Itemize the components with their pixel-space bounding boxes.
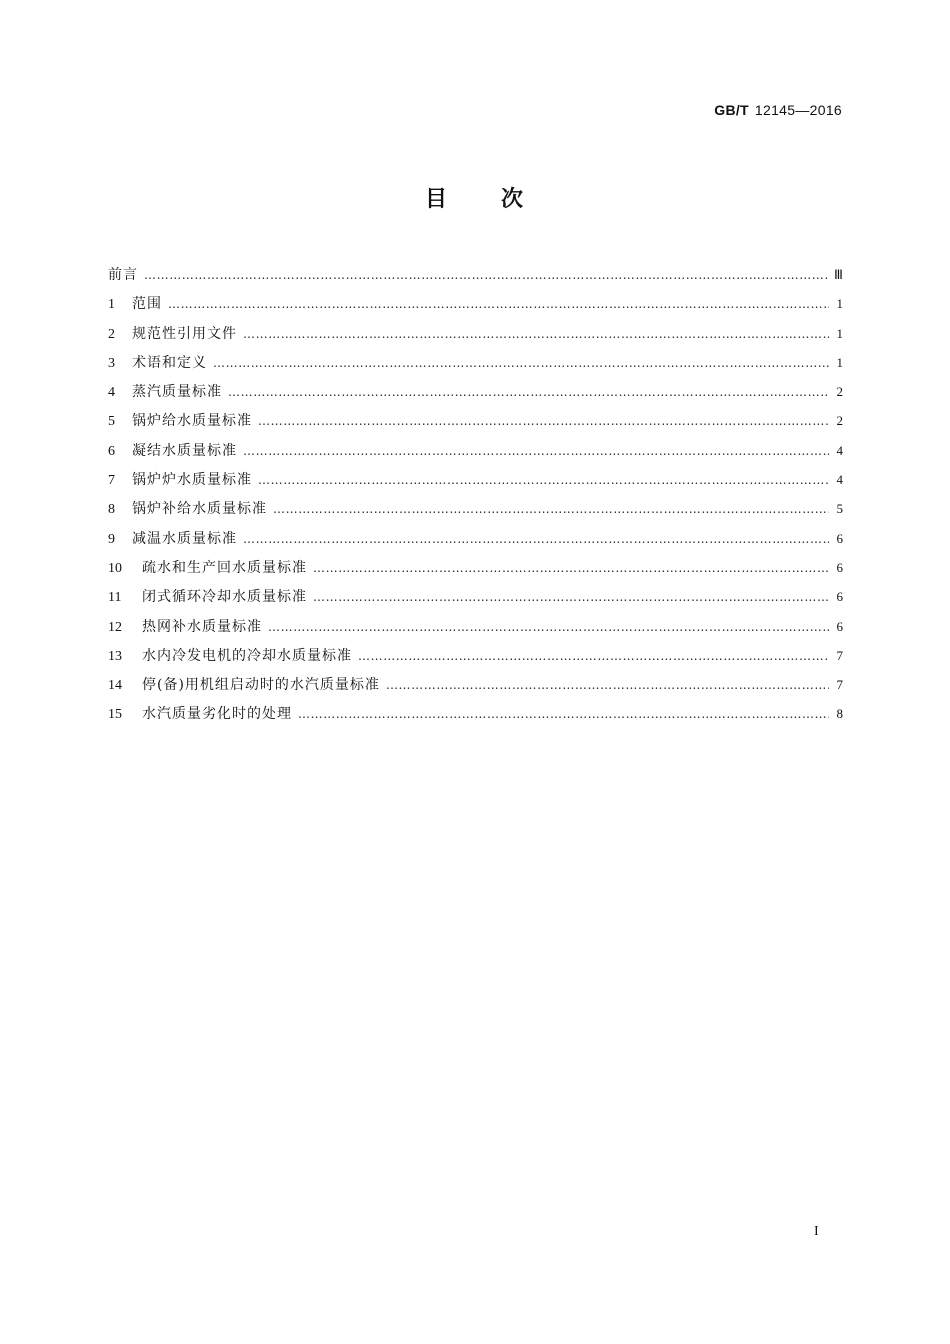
toc-entry-number: 8 <box>108 502 115 518</box>
toc-entry-page: 2 <box>836 413 843 429</box>
toc-entry-label: 闭式循环冷却水质量标准 <box>142 589 307 606</box>
toc-entry-number: 1 <box>108 297 115 313</box>
toc-leader-dots <box>243 525 829 554</box>
toc-leader-dots <box>213 349 829 378</box>
toc-leader-dots <box>258 466 829 495</box>
toc-entry-1[interactable] <box>108 289 843 318</box>
toc-leader-dots <box>168 290 829 319</box>
toc-leader-dots <box>313 583 829 612</box>
toc-entry-label: 范围 <box>132 296 162 313</box>
toc-entry-number: 6 <box>108 443 115 459</box>
toc-entry-label: 热网补水质量标准 <box>142 618 262 635</box>
toc-entry-number: 2 <box>108 326 115 342</box>
toc-entry-number: 14 <box>108 678 122 694</box>
toc-entry-6[interactable] <box>108 436 843 465</box>
toc-entry-number: 3 <box>108 355 115 371</box>
toc-entry-number: 11 <box>108 590 122 606</box>
toc-entry-page: 1 <box>836 354 843 370</box>
standard-number: 12145—2016 <box>754 102 842 118</box>
toc-entry-page: 7 <box>836 647 843 663</box>
toc-entry-page: 5 <box>836 501 843 517</box>
toc-entry-page: Ⅲ <box>834 267 843 282</box>
toc-entry-number: 15 <box>108 707 122 723</box>
toc-entry-4[interactable] <box>108 377 843 406</box>
toc-entry-label: 疏水和生产回水质量标准 <box>142 559 307 576</box>
toc-entry-foreword[interactable] <box>108 260 843 289</box>
toc-leader-dots <box>243 320 829 349</box>
toc-entry-11[interactable] <box>108 582 843 611</box>
toc-entry-number: 4 <box>108 385 115 401</box>
toc-entry-page: 7 <box>836 677 843 693</box>
toc-entry-label: 规范性引用文件 <box>132 325 237 342</box>
toc-entry-number: 5 <box>108 414 115 430</box>
table-of-contents <box>108 260 843 729</box>
toc-leader-dots <box>358 642 829 671</box>
toc-entry-label: 锅炉补给水质量标准 <box>132 501 267 518</box>
toc-entry-2[interactable] <box>108 319 843 348</box>
toc-entry-3[interactable] <box>108 348 843 377</box>
toc-entry-label: 术语和定义 <box>132 354 207 371</box>
toc-leader-dots <box>243 437 829 466</box>
toc-entry-number: 12 <box>108 619 122 635</box>
toc-entry-5[interactable] <box>108 406 843 435</box>
toc-entry-number: 13 <box>108 648 122 664</box>
toc-entry-label: 前言 <box>108 267 138 283</box>
toc-entry-14[interactable] <box>108 670 843 699</box>
toc-entry-label: 蒸汽质量标准 <box>132 384 222 401</box>
toc-entry-13[interactable] <box>108 641 843 670</box>
toc-entry-15[interactable] <box>108 699 843 728</box>
toc-entry-10[interactable] <box>108 553 843 582</box>
toc-entry-7[interactable] <box>108 465 843 494</box>
toc-entry-page: 6 <box>836 559 843 575</box>
page-number: I <box>814 1224 819 1239</box>
toc-entry-label: 水内冷发电机的冷却水质量标准 <box>142 647 352 664</box>
toc-entry-page: 1 <box>836 325 843 341</box>
toc-entry-8[interactable] <box>108 494 843 523</box>
toc-leader-dots <box>298 700 829 729</box>
toc-entry-9[interactable] <box>108 524 843 553</box>
toc-entry-label: 凝结水质量标准 <box>132 442 237 459</box>
toc-entry-number: 9 <box>108 531 115 547</box>
toc-leader-dots <box>144 261 828 290</box>
standard-prefix: GB/T <box>714 102 749 118</box>
toc-entry-page: 6 <box>836 530 843 546</box>
toc-heading-char-2: 次 <box>501 187 526 212</box>
toc-entry-page: 6 <box>836 618 843 634</box>
toc-entry-page: 6 <box>836 589 843 605</box>
toc-entry-page: 4 <box>836 472 843 488</box>
toc-heading <box>0 182 950 213</box>
toc-entry-page: 1 <box>836 296 843 312</box>
toc-leader-dots <box>386 671 829 700</box>
toc-entry-page: 4 <box>836 442 843 458</box>
toc-leader-dots <box>313 554 829 583</box>
toc-leader-dots <box>228 378 829 407</box>
toc-entry-label: 锅炉给水质量标准 <box>132 413 252 430</box>
toc-leader-dots <box>273 495 829 524</box>
toc-entry-12[interactable] <box>108 612 843 641</box>
standard-code <box>714 102 842 118</box>
toc-leader-dots <box>268 613 829 642</box>
toc-entry-label: 停(备)用机组启动时的水汽质量标准 <box>142 677 380 694</box>
toc-entry-label: 锅炉炉水质量标准 <box>132 472 252 489</box>
toc-heading-char-1: 目 <box>424 187 449 212</box>
toc-entry-page: 8 <box>836 706 843 722</box>
toc-leader-dots <box>258 407 829 436</box>
toc-entry-label: 水汽质量劣化时的处理 <box>142 706 292 723</box>
toc-entry-label: 减温水质量标准 <box>132 530 237 547</box>
toc-entry-number: 10 <box>108 560 122 576</box>
toc-entry-number: 7 <box>108 473 115 489</box>
toc-entry-page: 2 <box>836 384 843 400</box>
